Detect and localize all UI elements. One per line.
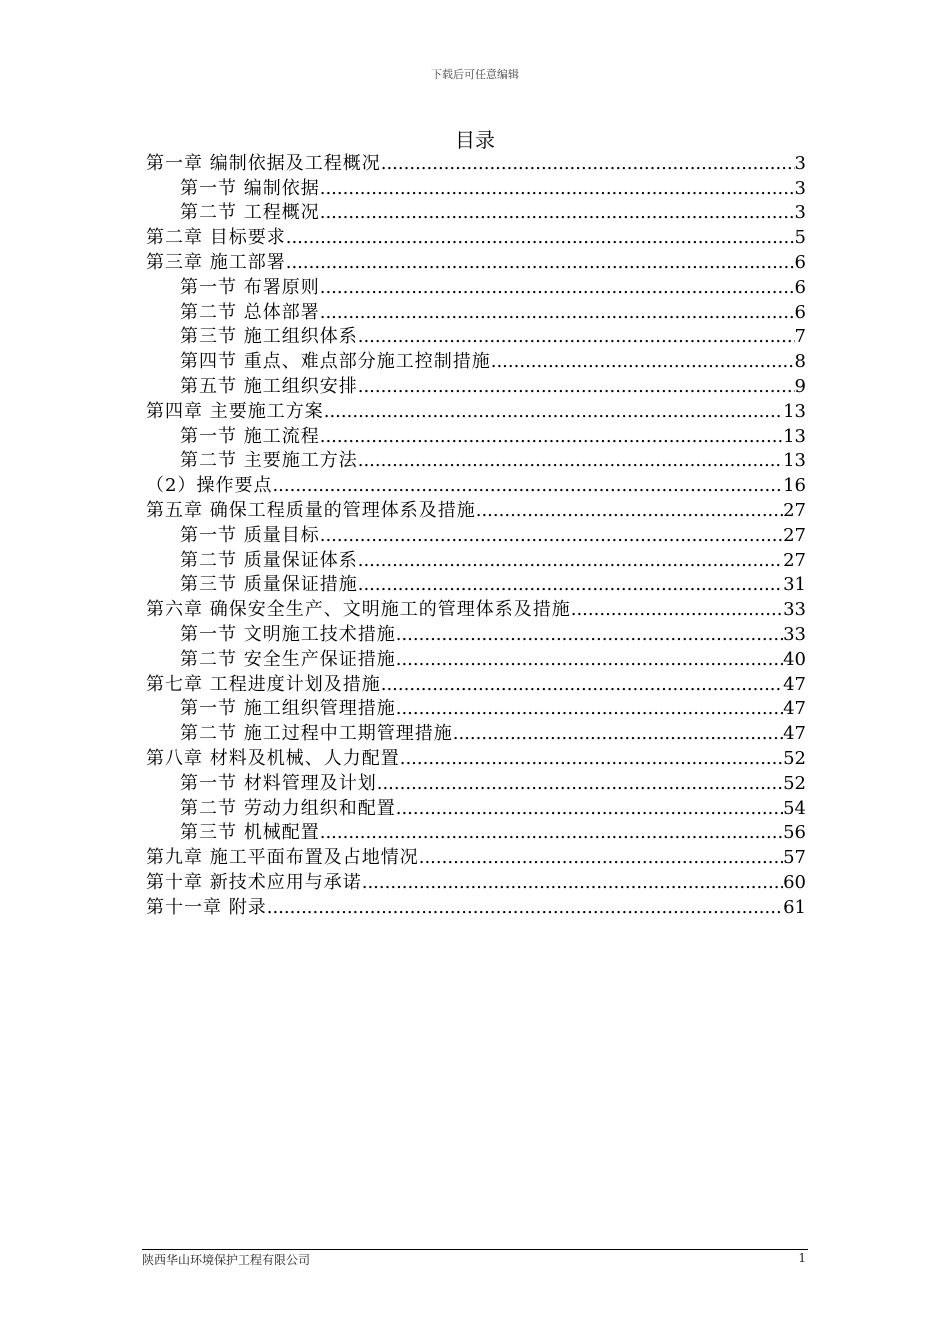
toc-dot-leader	[324, 401, 783, 423]
toc-entry-page: 3	[794, 202, 806, 224]
toc-entry-page: 6	[794, 251, 806, 273]
toc-entry-label: 第二节 主要施工方法	[180, 450, 358, 472]
toc-entry[interactable]	[146, 423, 806, 448]
toc-entry[interactable]	[146, 696, 806, 721]
toc-entry-page: 33	[783, 599, 806, 621]
toc-entry[interactable]	[146, 770, 806, 795]
toc-entry[interactable]	[146, 572, 806, 597]
toc-entry[interactable]	[146, 200, 806, 225]
toc-entry-page: 16	[783, 475, 806, 497]
toc-entry-label: 第二节 劳动力组织和配置	[180, 797, 396, 819]
toc-entry-page: 9	[794, 375, 806, 397]
toc-entry[interactable]	[146, 373, 806, 398]
toc-dot-leader	[491, 351, 795, 373]
toc-entry-label: 第七章 工程进度计划及措施	[146, 673, 381, 695]
toc-entry-label: 第五章 确保工程质量的管理体系及措施	[146, 499, 476, 521]
toc-entry-label: 第十一章 附录	[146, 896, 267, 918]
toc-dot-leader	[381, 674, 783, 696]
toc-entry-page: 40	[783, 648, 806, 670]
toc-entry[interactable]	[146, 869, 806, 894]
toc-entry-label: 第三节 质量保证措施	[180, 574, 358, 596]
toc-entry-page: 57	[783, 847, 806, 869]
toc-dot-leader	[419, 847, 783, 869]
toc-entry-page: 52	[783, 772, 806, 794]
toc-entry-page: 52	[783, 747, 806, 769]
toc-dot-leader	[286, 252, 795, 274]
footer-company: 陕西华山环境保护工程有限公司	[142, 1253, 311, 1267]
toc-dot-leader	[320, 525, 783, 547]
toc-dot-leader	[320, 277, 795, 299]
toc-entry[interactable]	[146, 820, 806, 845]
toc-entry-page: 3	[794, 177, 806, 199]
toc-dot-leader	[400, 748, 783, 770]
toc-entry-label: 第三章 施工部署	[146, 251, 286, 273]
toc-dot-leader	[320, 178, 795, 200]
toc-entry-page: 47	[783, 723, 806, 745]
toc-entry-label: 第二节 总体部署	[180, 301, 320, 323]
toc-entry-label: 第一节 材料管理及计划	[180, 772, 377, 794]
toc-entry-label: 第一节 文明施工技术措施	[180, 623, 396, 645]
toc-entry-page: 27	[783, 524, 806, 546]
toc-entry-page: 54	[783, 797, 806, 819]
toc-entry[interactable]	[146, 497, 806, 522]
toc-dot-leader	[571, 599, 783, 621]
toc-dot-leader	[453, 723, 783, 745]
toc-entry-label: 第二节 工程概况	[180, 202, 320, 224]
toc-entry-label: 第一节 质量目标	[180, 524, 320, 546]
toc-entry-page: 56	[783, 822, 806, 844]
toc-dot-leader	[396, 624, 783, 646]
toc-entry-page: 60	[783, 871, 806, 893]
toc-entry-label: 第二节 施工过程中工期管理措施	[180, 723, 453, 745]
toc-entry[interactable]	[146, 324, 806, 349]
toc-entry-label: 第二节 质量保证体系	[180, 549, 358, 571]
toc-entry[interactable]	[146, 472, 806, 497]
toc-entry-label: 第二章 目标要求	[146, 227, 286, 249]
toc-entry-page: 7	[794, 326, 806, 348]
footer-divider	[142, 1249, 808, 1250]
toc-entry[interactable]	[146, 448, 806, 473]
toc-entry-page: 27	[783, 549, 806, 571]
toc-entry-label: 第六章 确保安全生产、文明施工的管理体系及措施	[146, 599, 571, 621]
toc-entry-page: 6	[794, 301, 806, 323]
toc-dot-leader	[396, 698, 783, 720]
toc-entry-label: 第四章 主要施工方案	[146, 400, 324, 422]
toc-entry-page: 6	[794, 276, 806, 298]
toc-dot-leader	[320, 426, 783, 448]
toc-dot-leader	[358, 376, 795, 398]
toc-entry-page: 47	[783, 698, 806, 720]
toc-entry-label: 第一章 编制依据及工程概况	[146, 152, 381, 174]
toc-entry[interactable]	[146, 249, 806, 274]
toc-entry[interactable]	[146, 844, 806, 869]
toc-entry[interactable]	[146, 522, 806, 547]
toc-entry-page: 61	[783, 896, 806, 918]
toc-entry-page: 3	[794, 152, 806, 174]
toc-entry-label: 第三节 机械配置	[180, 822, 320, 844]
toc-entry-page: 8	[794, 351, 806, 373]
toc-dot-leader	[358, 326, 795, 348]
toc-entry-label: 第五节 施工组织安排	[180, 375, 358, 397]
toc-entry[interactable]	[146, 720, 806, 745]
toc-title: 目录	[455, 128, 495, 152]
toc-entry-label: 第一节 施工流程	[180, 425, 320, 447]
toc-dot-leader	[358, 550, 783, 572]
toc-entry[interactable]	[146, 621, 806, 646]
toc-entry-label: 第一节 布署原则	[180, 276, 320, 298]
toc-entry-label: 第十章 新技术应用与承诺	[146, 871, 362, 893]
toc-entry-page: 13	[783, 450, 806, 472]
footer-page-number: 1	[798, 1251, 806, 1265]
toc-entry-page: 13	[783, 400, 806, 422]
toc-entry-label: 第八章 材料及机械、人力配置	[146, 747, 400, 769]
toc-entry[interactable]	[146, 671, 806, 696]
toc-dot-leader	[320, 822, 783, 844]
toc-dot-leader	[320, 302, 795, 324]
toc-dot-leader	[396, 798, 783, 820]
toc-entry[interactable]	[146, 224, 806, 249]
toc-entry-label: 第三节 施工组织体系	[180, 326, 358, 348]
toc-dot-leader	[396, 649, 783, 671]
toc-entry-label: 第四节 重点、难点部分施工控制措施	[180, 351, 491, 373]
toc-entry-page: 5	[794, 227, 806, 249]
toc-dot-leader	[358, 574, 783, 596]
toc-entry[interactable]	[146, 795, 806, 820]
toc-entry[interactable]	[146, 547, 806, 572]
toc-entry-page: 33	[783, 623, 806, 645]
table-of-contents	[146, 150, 806, 919]
toc-entry[interactable]	[146, 646, 806, 671]
toc-entry[interactable]	[146, 348, 806, 373]
toc-entry-label: （2）操作要点	[146, 475, 273, 497]
toc-entry-label: 第九章 施工平面布置及占地情况	[146, 847, 419, 869]
toc-entry-page: 31	[783, 574, 806, 596]
toc-entry-label: 第二节 安全生产保证措施	[180, 648, 396, 670]
toc-entry[interactable]	[146, 175, 806, 200]
toc-dot-leader	[362, 872, 783, 894]
toc-entry-page: 13	[783, 425, 806, 447]
toc-entry-page: 47	[783, 673, 806, 695]
toc-dot-leader	[476, 500, 783, 522]
toc-entry[interactable]	[146, 398, 806, 423]
toc-dot-leader	[267, 897, 783, 919]
toc-entry[interactable]	[146, 596, 806, 621]
toc-entry[interactable]	[146, 274, 806, 299]
header-note: 下载后可任意编辑	[431, 68, 519, 81]
toc-entry-label: 第一节 施工组织管理措施	[180, 698, 396, 720]
toc-dot-leader	[377, 773, 783, 795]
toc-entry[interactable]	[146, 894, 806, 919]
toc-entry-page: 27	[783, 499, 806, 521]
toc-dot-leader	[381, 153, 795, 175]
toc-dot-leader	[358, 450, 783, 472]
toc-entry[interactable]	[146, 150, 806, 175]
toc-dot-leader	[286, 227, 795, 249]
toc-entry[interactable]	[146, 745, 806, 770]
toc-entry[interactable]	[146, 299, 806, 324]
toc-entry-label: 第一节 编制依据	[180, 177, 320, 199]
toc-dot-leader	[320, 202, 795, 224]
toc-dot-leader	[272, 475, 783, 497]
